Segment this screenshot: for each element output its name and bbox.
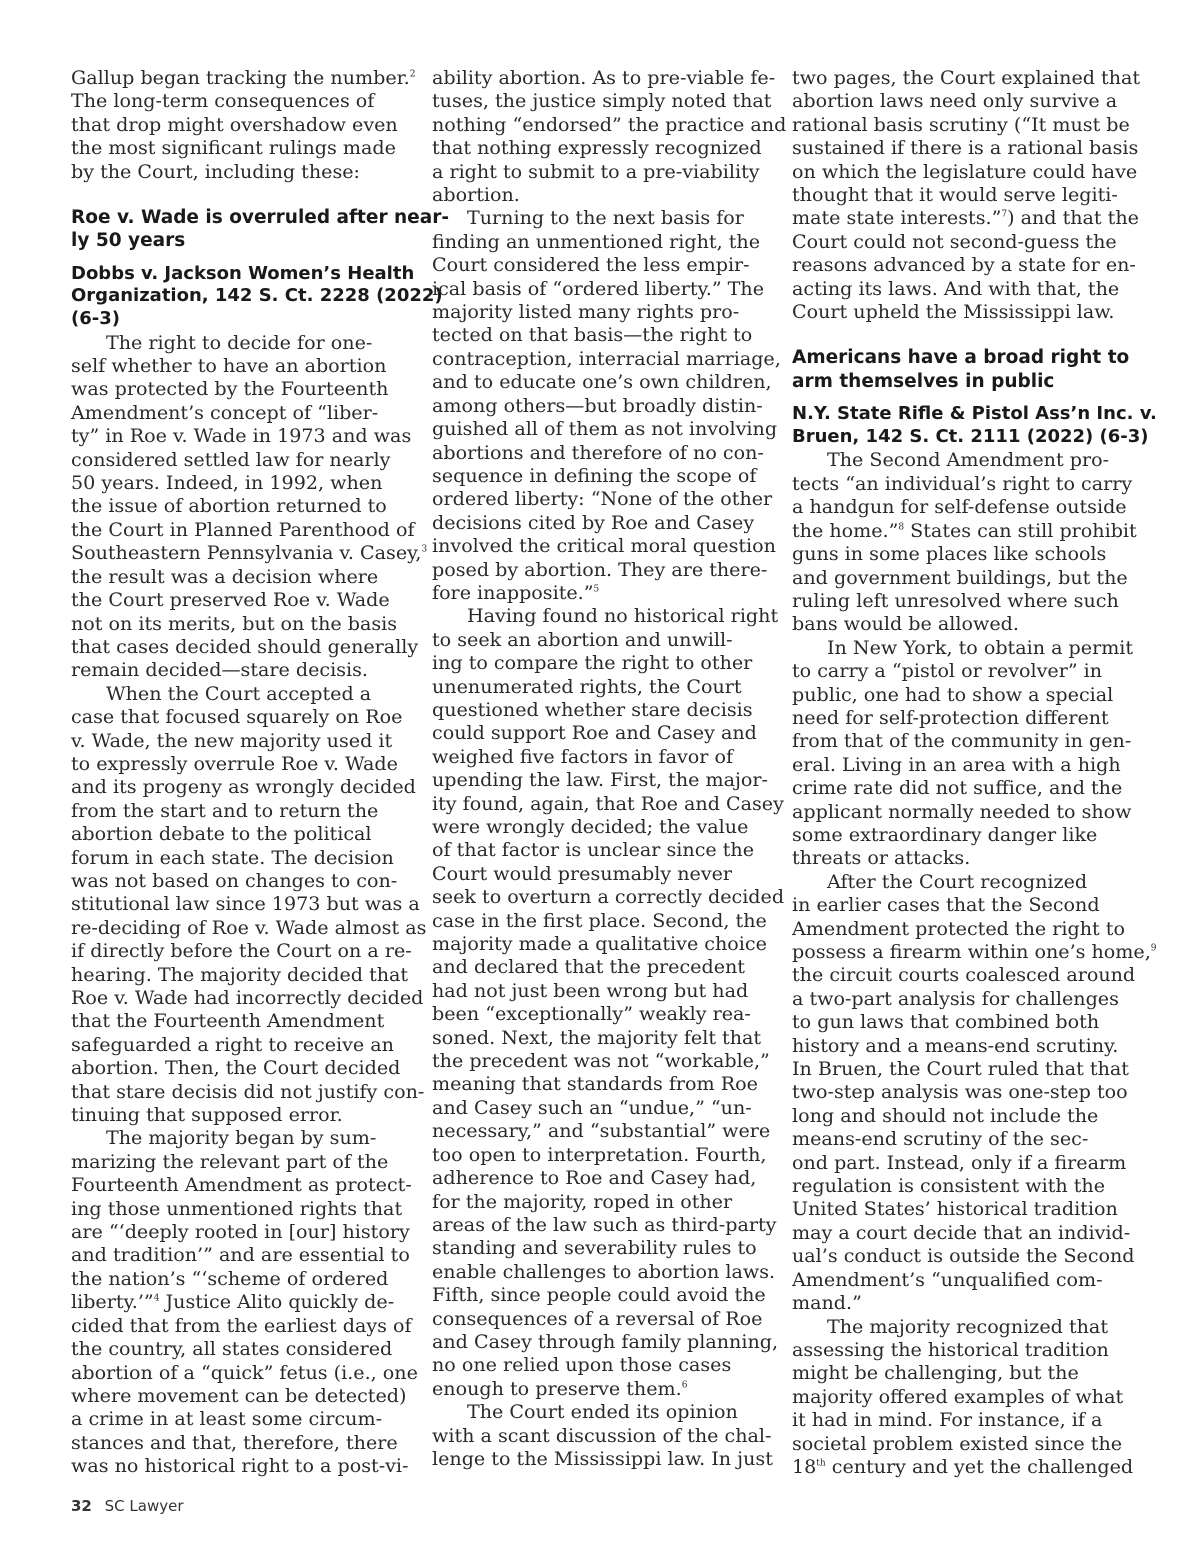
text-line: hearing. The majority decided that bbox=[71, 962, 409, 986]
text-line: The Second Amendment pro- bbox=[827, 448, 1110, 472]
text-line: Roe v. Wade is overruled after near- bbox=[71, 207, 450, 229]
text-line: might be challenging, but the bbox=[792, 1361, 1079, 1385]
text-line: that the Fourteenth Amendment bbox=[71, 1009, 385, 1033]
text-line: tuses, the justice simply noted that bbox=[432, 89, 772, 113]
text-line: no one relied upon those cases bbox=[432, 1353, 732, 1377]
text-line: abortion. bbox=[432, 183, 520, 207]
text-line: and tradition’” and are essential to bbox=[71, 1243, 410, 1267]
text-line: United States’ historical tradition bbox=[792, 1197, 1118, 1221]
text-line: safeguarded a right to receive an bbox=[71, 1032, 394, 1056]
paragraph bbox=[71, 66, 416, 183]
text-line: posed by abortion. They are there- bbox=[432, 557, 768, 581]
text-line: standing and severability rules to bbox=[432, 1236, 757, 1260]
text-line: Court upheld the Mississippi law. bbox=[792, 300, 1115, 324]
text-line: and Casey through family planning, bbox=[432, 1329, 779, 1353]
text-line: been “exceptionally” weakly rea- bbox=[432, 1002, 751, 1026]
footnote-marker: 8 bbox=[898, 522, 905, 533]
text-line: Court would presumably never bbox=[432, 861, 733, 885]
text-line: could support Roe and Casey and bbox=[432, 721, 757, 745]
text-line: crime rate did not suffice, and the bbox=[792, 776, 1123, 800]
section-heading bbox=[792, 346, 1132, 393]
footnote-marker: 2 bbox=[409, 69, 416, 80]
text-line: soned. Next, the majority felt that bbox=[432, 1025, 762, 1049]
text-line: eral. Living in an area with a high bbox=[792, 752, 1121, 776]
text-line: stances and that, therefore, there bbox=[71, 1430, 398, 1454]
text-line: bans would be allowed. bbox=[792, 612, 1019, 636]
text-line: After the Court recognized bbox=[827, 869, 1088, 893]
text-line: and declared that the precedent bbox=[432, 955, 745, 979]
text-line: acting its laws. And with that, the bbox=[792, 276, 1120, 300]
spacer bbox=[71, 183, 411, 206]
footnote-marker: th bbox=[816, 1458, 826, 1469]
text-line: that drop might overshadow even bbox=[71, 112, 398, 136]
text-line: Southeastern Pennsylvania v. Casey,$^3$ bbox=[71, 541, 428, 565]
text-line: weighed five factors in favor of bbox=[432, 744, 734, 768]
text-line: are “‘deeply rooted in [our] history bbox=[71, 1220, 410, 1244]
text-line: may a court decide that an individ- bbox=[792, 1220, 1131, 1244]
text-line: lenge to the Mississippi law. In just bbox=[432, 1446, 773, 1470]
text-line: a right to submit to a pre-viability bbox=[432, 159, 760, 183]
text-line: Amendment’s concept of “liber- bbox=[71, 400, 379, 424]
text-line: from the start and to return the bbox=[71, 798, 379, 822]
text-line: guished all of them as not involving bbox=[432, 417, 778, 441]
text-line: the country, all states considered bbox=[71, 1337, 393, 1361]
text-line: sequence in defining the scope of bbox=[432, 463, 757, 487]
text-line: ty” in Roe v. Wade in 1973 and was bbox=[71, 424, 412, 448]
text-line: The majority recognized that bbox=[827, 1314, 1108, 1338]
text-line: areas of the law such as third-party bbox=[432, 1212, 777, 1236]
text-line: self whether to have an abortion bbox=[71, 354, 387, 378]
text-line: When the Court accepted a bbox=[106, 681, 372, 705]
text-line: had not just been wrong but had bbox=[432, 978, 749, 1002]
text-line: upending the law. First, the major- bbox=[432, 768, 768, 792]
paragraph bbox=[792, 1315, 1132, 1479]
text-line: Gallup began tracking the number.$^2$ bbox=[71, 66, 416, 89]
text-line: Amendment protected the right to bbox=[792, 916, 1125, 940]
text-line: tected on that basis—the right to bbox=[432, 323, 753, 347]
text-line: consequences of a reversal of Roe bbox=[432, 1306, 763, 1330]
text-line: a two-part analysis for challenges bbox=[792, 986, 1119, 1010]
text-line: abortion debate to the political bbox=[71, 822, 372, 846]
text-line: from that of the community in gen- bbox=[792, 729, 1132, 753]
text-line: long and should not include the bbox=[792, 1103, 1099, 1127]
text-line: it had in mind. For instance, if a bbox=[792, 1408, 1103, 1432]
text-line: the most significant rulings made bbox=[71, 136, 396, 160]
paragraph bbox=[71, 1126, 418, 1478]
article-column-2 bbox=[432, 66, 787, 1470]
text-line: Americans have a broad right to bbox=[792, 347, 1130, 369]
text-line: ing those unmentioned rights that bbox=[71, 1196, 403, 1220]
text-line: if directly before the Court on a re- bbox=[71, 939, 412, 963]
text-line: two-step analysis was one-step too bbox=[792, 1080, 1128, 1104]
text-line: possess a firearm within one’s home,$^9$ bbox=[792, 940, 1157, 963]
text-line: marizing the relevant part of the bbox=[71, 1149, 389, 1173]
text-line: rational basis scrutiny (“It must be bbox=[792, 112, 1130, 136]
text-line: the issue of abortion returned to bbox=[71, 494, 387, 518]
text-line: was not based on changes to con- bbox=[71, 868, 398, 892]
text-line: where movement can be detected) bbox=[71, 1383, 407, 1407]
text-line: ruling left unresolved where such bbox=[792, 588, 1119, 612]
text-line: Court could not second-guess the bbox=[792, 229, 1117, 253]
text-line: abortion. Then, the Court decided bbox=[71, 1056, 401, 1080]
text-line: ing to compare the right to other bbox=[432, 651, 753, 675]
text-line: considered settled law for nearly bbox=[71, 447, 391, 471]
text-line: Having found no historical right bbox=[467, 604, 779, 628]
text-line: assessing the historical tradition bbox=[792, 1337, 1109, 1361]
text-line: with a scant discussion of the chal- bbox=[432, 1423, 772, 1447]
text-line: to seek an abortion and unwill- bbox=[432, 627, 733, 651]
text-line: and government buildings, but the bbox=[792, 565, 1128, 589]
footnote-marker: 4 bbox=[153, 1293, 160, 1304]
text-line: (6-3) bbox=[71, 308, 120, 330]
text-line: the nation’s “‘scheme of ordered bbox=[71, 1266, 389, 1290]
text-line: the circuit courts coalesced around bbox=[792, 963, 1136, 987]
text-line: Court considered the less empir- bbox=[432, 253, 750, 277]
footnote-marker: 9 bbox=[1150, 943, 1157, 954]
text-line: In New York, to obtain a permit bbox=[827, 635, 1134, 659]
text-line: Bruen, 142 S. Ct. 2111 (2022) (6-3) bbox=[792, 425, 1149, 447]
text-line: arm themselves in public bbox=[792, 370, 1055, 392]
paragraph bbox=[792, 448, 1137, 636]
text-line: to expressly overrule Roe v. Wade bbox=[71, 751, 398, 775]
text-line: the result was a decision where bbox=[71, 564, 379, 588]
text-line: enough to preserve them.$^6$ bbox=[432, 1376, 688, 1400]
text-line: case that focused squarely on Roe bbox=[71, 705, 403, 729]
article-column-1 bbox=[71, 66, 450, 1478]
text-line: abortions and therefore of no con- bbox=[432, 440, 764, 464]
text-line: majority made a qualitative choice bbox=[432, 932, 767, 956]
text-line: ly 50 years bbox=[71, 230, 186, 252]
text-line: majority listed many rights pro- bbox=[432, 300, 740, 324]
text-line: necessary,” and “substantial” were bbox=[432, 1119, 771, 1143]
text-line: among others—but broadly distin- bbox=[432, 393, 763, 417]
text-line: that stare decisis did not justify con- bbox=[71, 1079, 425, 1103]
text-line: contraception, interracial marriage, bbox=[432, 346, 781, 370]
text-line: tinuing that supposed error. bbox=[71, 1103, 343, 1127]
footnote-marker: 6 bbox=[681, 1380, 688, 1391]
text-line: societal problem existed since the bbox=[792, 1431, 1123, 1455]
paragraph bbox=[432, 1400, 772, 1470]
text-line: the Court in Planned Parenthood of bbox=[71, 517, 415, 541]
text-line: ability abortion. As to pre-viable fe- bbox=[432, 66, 776, 89]
text-line: seek to overturn a correctly decided bbox=[432, 885, 785, 909]
text-line: Fourteenth Amendment as protect- bbox=[71, 1173, 412, 1197]
text-line: adherence to Roe and Casey had, bbox=[432, 1166, 757, 1190]
text-line: of that factor is unclear since the bbox=[432, 838, 755, 862]
text-line: mand.” bbox=[792, 1291, 862, 1315]
text-line: stitutional law since 1973 but was a bbox=[71, 892, 420, 916]
spacer bbox=[792, 393, 1132, 403]
text-line: 50 years. Indeed, in 1992, when bbox=[71, 471, 383, 495]
text-line: The long-term consequences of bbox=[71, 89, 375, 113]
text-line: need for self-protection different bbox=[792, 705, 1109, 729]
paragraph bbox=[71, 330, 428, 682]
case-citation bbox=[792, 403, 1157, 448]
text-line: ordered liberty: “None of the other bbox=[432, 487, 773, 511]
text-line: fore inapposite.”$^5$ bbox=[432, 580, 600, 604]
text-line: that cases decided should generally bbox=[71, 634, 419, 658]
text-line: means-end scrutiny of the sec- bbox=[792, 1127, 1089, 1151]
text-line: and its progeny as wrongly decided bbox=[71, 775, 416, 799]
text-line: ual’s conduct is outside the Second bbox=[792, 1244, 1135, 1268]
paragraph bbox=[792, 869, 1157, 1315]
spacer bbox=[792, 323, 1132, 346]
text-line: to carry a “pistol or revolver” in bbox=[792, 659, 1103, 683]
text-line: abortion laws need only survive a bbox=[792, 89, 1118, 113]
text-line: Fifth, since people could avoid the bbox=[432, 1283, 766, 1307]
text-line: ical basis of “ordered liberty.” The bbox=[432, 276, 765, 300]
text-line: meaning that standards from Roe bbox=[432, 1072, 758, 1096]
text-line: N.Y. State Rifle & Pistol Ass’n Inc. v. bbox=[792, 403, 1157, 425]
paragraph bbox=[71, 681, 427, 1127]
paragraph bbox=[432, 604, 785, 1400]
footnote-marker: 7 bbox=[1001, 210, 1008, 221]
text-line: majority offered examples of what bbox=[792, 1384, 1124, 1408]
publication-name: SC Lawyer bbox=[104, 1497, 184, 1515]
text-line: v. Wade, the new majority used it bbox=[71, 728, 393, 752]
text-line: on which the legislature could have bbox=[792, 159, 1138, 183]
text-line: The Court ended its opinion bbox=[467, 1400, 738, 1424]
text-line: a crime in at least some circum- bbox=[71, 1407, 383, 1431]
text-line: Dobbs v. Jackson Women’s Health bbox=[71, 262, 415, 284]
text-line: some extraordinary danger like bbox=[792, 822, 1098, 846]
text-line: The right to decide for one- bbox=[106, 330, 373, 354]
footnote-marker: 5 bbox=[593, 584, 600, 595]
text-line: regulation is consistent with the bbox=[792, 1174, 1106, 1198]
text-line: reasons advanced by a state for en- bbox=[792, 253, 1136, 277]
page-number: 32 bbox=[71, 1497, 92, 1515]
text-line: and to educate one’s own children, bbox=[432, 370, 772, 394]
text-line: nothing “endorsed” the practice and bbox=[432, 112, 787, 136]
article-column-3 bbox=[792, 66, 1157, 1478]
text-line: Turning to the next basis for bbox=[467, 206, 744, 230]
text-line: Roe v. Wade had incorrectly decided bbox=[71, 986, 424, 1009]
text-line: was no historical right to a post-vi- bbox=[71, 1454, 409, 1478]
page-footer bbox=[71, 1497, 184, 1515]
spacer bbox=[71, 253, 411, 263]
text-line: unenumerated rights, the Court bbox=[432, 674, 742, 698]
text-line: history and a means-end scrutiny. bbox=[792, 1033, 1119, 1057]
text-line: enable challenges to abortion laws. bbox=[432, 1259, 776, 1283]
text-line: In Bruen, the Court ruled that that bbox=[792, 1057, 1129, 1081]
text-line: to gun laws that combined both bbox=[792, 1010, 1100, 1034]
text-line: sustained if there is a rational basis bbox=[792, 136, 1139, 160]
text-line: remain decided—stare decisis. bbox=[71, 658, 368, 682]
text-line: abortion of a “quick” fetus (i.e., one bbox=[71, 1360, 418, 1384]
paragraph bbox=[792, 636, 1132, 870]
text-line: two pages, the Court explained that bbox=[792, 66, 1141, 89]
text-line: thought that it would serve legiti- bbox=[792, 183, 1118, 207]
text-line: The majority began by sum- bbox=[106, 1126, 377, 1150]
text-line: Organization, 142 S. Ct. 2228 (2022) bbox=[71, 285, 443, 307]
text-line: ity found, again, that Roe and Casey bbox=[432, 791, 784, 815]
text-line: tects “an individual’s right to carry bbox=[792, 471, 1133, 495]
text-line: guns in some places like schools bbox=[792, 542, 1107, 566]
text-line: ond part. Instead, only if a firearm bbox=[792, 1150, 1127, 1174]
text-line: case in the first place. Second, the bbox=[432, 908, 767, 932]
section-heading bbox=[71, 206, 450, 253]
text-line: Amendment’s “unqualified com- bbox=[792, 1267, 1103, 1291]
text-line: a handgun for self-defense outside bbox=[792, 495, 1127, 519]
text-line: applicant normally needed to show bbox=[792, 799, 1132, 823]
text-line: threats or attacks. bbox=[792, 846, 971, 870]
text-line: were wrongly decided; the value bbox=[432, 815, 749, 838]
text-line: 18th century and yet the challenged bbox=[792, 1454, 1134, 1478]
text-line: involved the critical moral question bbox=[432, 534, 776, 558]
text-line: was protected by the Fourteenth bbox=[71, 377, 389, 401]
text-line: forum in each state. The decision bbox=[71, 845, 394, 869]
text-line: liberty.’”$^4$ Justice Alito quickly de- bbox=[71, 1290, 395, 1314]
text-line: re-deciding of Roe v. Wade almost as bbox=[71, 915, 427, 939]
footnote-marker: 3 bbox=[421, 544, 428, 555]
text-line: public, one had to show a special bbox=[792, 682, 1114, 706]
paragraph bbox=[432, 206, 781, 604]
text-line: the Court preserved Roe v. Wade bbox=[71, 588, 390, 612]
text-line: for the majority, roped in other bbox=[432, 1189, 733, 1213]
paragraph bbox=[792, 66, 1141, 324]
text-line: mate state interests.”$^7$) and that the bbox=[792, 206, 1139, 230]
text-line: by the Court, including these: bbox=[71, 159, 360, 183]
text-line: decisions cited by Roe and Casey bbox=[432, 510, 755, 534]
text-line: questioned whether stare decisis bbox=[432, 697, 753, 721]
text-line: that nothing expressly recognized bbox=[432, 136, 762, 160]
text-line: too open to interpretation. Fourth, bbox=[432, 1142, 767, 1166]
text-line: and Casey such an “undue,” “un- bbox=[432, 1095, 752, 1119]
text-line: in earlier cases that the Second bbox=[792, 893, 1100, 917]
text-line: cided that from the earliest days of bbox=[71, 1313, 412, 1337]
text-line: the home.”$^8$ States can still prohibit bbox=[792, 518, 1137, 542]
text-line: finding an unmentioned right, the bbox=[432, 229, 760, 253]
text-line: not on its merits, but on the basis bbox=[71, 611, 398, 635]
case-citation bbox=[71, 262, 443, 331]
text-line: the precedent was not “workable,” bbox=[432, 1049, 770, 1073]
paragraph bbox=[432, 66, 787, 207]
